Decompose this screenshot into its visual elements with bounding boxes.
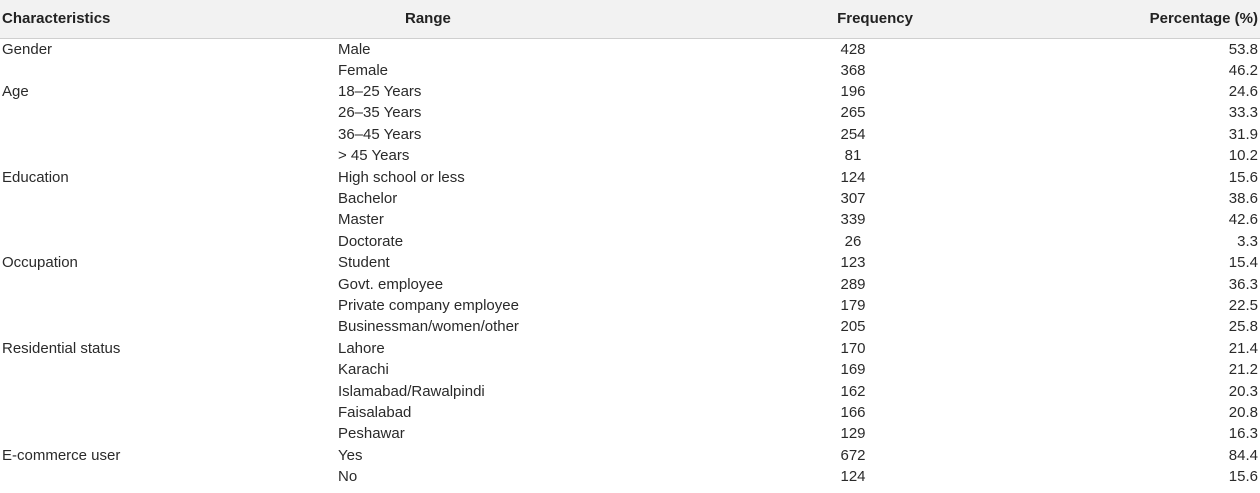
cell-percentage: 21.2	[1228, 361, 1258, 379]
cell-frequency: 339	[840, 211, 866, 229]
cell-frequency: 179	[840, 296, 866, 314]
table-row	[0, 145, 1260, 166]
cell-range: Govt. employee	[338, 275, 444, 293]
cell-percentage: 53.8	[1228, 40, 1258, 58]
cell-characteristic	[0, 209, 338, 230]
cell-frequency: 162	[840, 382, 866, 400]
cell-frequency: 81	[844, 147, 862, 165]
cell-frequency: 123	[840, 254, 866, 272]
cell-frequency: 254	[840, 125, 866, 143]
cell-characteristic: Occupation	[2, 254, 78, 272]
cell-range: Master	[338, 211, 384, 229]
table-row	[0, 402, 1260, 423]
header-percentage: Percentage (%)	[1021, 0, 1260, 38]
cell-percentage: 20.8	[1228, 403, 1258, 421]
cell-percentage: 33.3	[1228, 104, 1258, 122]
cell-frequency: 124	[840, 468, 866, 486]
cell-percentage: 10.2	[1228, 147, 1258, 165]
cell-frequency: 428	[840, 40, 866, 58]
cell-frequency: 169	[840, 361, 866, 379]
cell-frequency: 289	[840, 275, 866, 293]
header-frequency: Frequency	[685, 0, 1021, 38]
cell-characteristic	[0, 124, 338, 145]
cell-range: Karachi	[338, 361, 389, 379]
cell-percentage: 20.3	[1228, 382, 1258, 400]
cell-percentage: 84.4	[1228, 446, 1258, 464]
cell-frequency: 196	[840, 83, 866, 101]
cell-characteristic	[0, 316, 338, 337]
cell-frequency: 265	[840, 104, 866, 122]
cell-characteristic	[0, 145, 338, 166]
cell-range: High school or less	[338, 168, 465, 186]
cell-frequency: 129	[840, 425, 866, 443]
cell-percentage: 36.3	[1228, 275, 1258, 293]
table-row	[0, 466, 1260, 487]
cell-range: 26–35 Years	[338, 104, 422, 122]
cell-range: Lahore	[338, 339, 385, 357]
cell-range: Yes	[338, 446, 363, 464]
cell-percentage: 31.9	[1228, 125, 1258, 143]
cell-frequency: 672	[840, 446, 866, 464]
table-row	[0, 38, 1260, 60]
cell-frequency: 166	[840, 403, 866, 421]
table-row	[0, 445, 1260, 466]
cell-percentage: 21.4	[1228, 339, 1258, 357]
table-row	[0, 102, 1260, 123]
table-row	[0, 316, 1260, 337]
table-row	[0, 273, 1260, 294]
table-row	[0, 423, 1260, 444]
cell-percentage: 46.2	[1228, 61, 1258, 79]
table-row	[0, 188, 1260, 209]
cell-percentage: 22.5	[1228, 296, 1258, 314]
cell-percentage: 15.6	[1228, 468, 1258, 486]
cell-characteristic: Gender	[2, 40, 53, 58]
cell-characteristic: E-commerce user	[2, 446, 121, 464]
cell-percentage: 3.3	[1237, 232, 1258, 250]
table-row	[0, 380, 1260, 401]
cell-percentage: 15.6	[1228, 168, 1258, 186]
cell-frequency: 205	[840, 318, 866, 336]
cell-characteristic: Age	[2, 83, 29, 101]
cell-range: Student	[338, 254, 390, 272]
table-row	[0, 60, 1260, 81]
table-row	[0, 166, 1260, 187]
cell-range: Faisalabad	[338, 403, 412, 421]
cell-percentage: 42.6	[1228, 211, 1258, 229]
cell-characteristic	[0, 466, 338, 487]
table-row	[0, 252, 1260, 273]
cell-characteristic	[0, 402, 338, 423]
header-row	[0, 0, 1260, 38]
cell-frequency: 170	[840, 339, 866, 357]
cell-frequency: 124	[840, 168, 866, 186]
cell-frequency: 307	[840, 190, 866, 208]
table-row	[0, 124, 1260, 145]
cell-range: Businessman/women/other	[338, 318, 519, 336]
table-header	[0, 0, 1260, 38]
cell-characteristic: Residential status	[2, 339, 121, 357]
cell-characteristic	[0, 231, 338, 252]
cell-characteristic	[0, 380, 338, 401]
table-row	[0, 295, 1260, 316]
cell-characteristic	[0, 60, 338, 81]
cell-range: Doctorate	[338, 232, 404, 250]
cell-characteristic	[0, 102, 338, 123]
header-characteristics: Characteristics	[0, 0, 338, 38]
cell-range: 36–45 Years	[338, 125, 422, 143]
table-body	[0, 38, 1260, 487]
cell-range: Bachelor	[338, 190, 398, 208]
cell-characteristic: Education	[2, 168, 69, 186]
table-row	[0, 231, 1260, 252]
cell-range: Private company employee	[338, 296, 519, 314]
table-row	[0, 81, 1260, 102]
cell-frequency: 368	[840, 61, 866, 79]
cell-characteristic	[0, 273, 338, 294]
cell-percentage: 16.3	[1228, 425, 1258, 443]
cell-range: Islamabad/Rawalpindi	[338, 382, 485, 400]
cell-range: Peshawar	[338, 425, 405, 443]
cell-characteristic	[0, 295, 338, 316]
table-row	[0, 338, 1260, 359]
cell-characteristic	[0, 359, 338, 380]
cell-percentage: 38.6	[1228, 190, 1258, 208]
cell-percentage: 15.4	[1228, 254, 1258, 272]
cell-range: Male	[338, 40, 371, 58]
header-range: Range	[338, 0, 685, 38]
cell-percentage: 25.8	[1228, 318, 1258, 336]
cell-characteristic	[0, 423, 338, 444]
table-row	[0, 359, 1260, 380]
cell-percentage: 24.6	[1228, 83, 1258, 101]
cell-range: Female	[338, 61, 389, 79]
cell-range: No	[338, 468, 358, 486]
cell-range: > 45 Years	[338, 147, 410, 165]
cell-characteristic	[0, 188, 338, 209]
cell-frequency: 26	[844, 232, 862, 250]
cell-range: 18–25 Years	[338, 83, 422, 101]
table-row	[0, 209, 1260, 230]
